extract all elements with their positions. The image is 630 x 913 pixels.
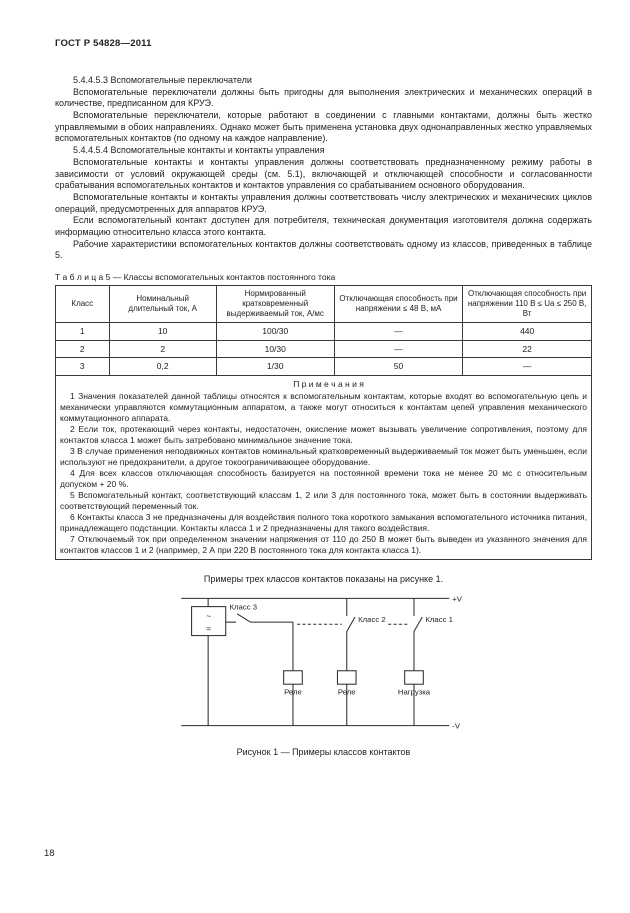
figure-caption: Рисунок 1 — Примеры классов контактов [236,746,411,757]
table-row [56,358,592,376]
class1-label: Класс 1 [424,615,453,625]
ac-symbol: ~ [205,611,211,621]
table-row [56,340,592,358]
doc-code-header: ГОСТ Р 54828—2011 [55,38,152,49]
table-header-cell: Отключающая способность при напряжении 110 В ≤ Uа ≤ 250 В, Вт [463,286,592,323]
table-cell: 10/30 [216,340,334,358]
note: 1 Значения показателей данной таблицы относятся к вспомогательным контактам, которые входят во вспомогательную цепь и механически управляются коммутационным аппаратом, а также могут относиться к контактам цепей управления механического коммутационного аппарата. [60,390,587,423]
note: 3 В случае применения неподвижных контактов номинальный кратковременный выдерживаемый ток может быть уменьшен, если используют не предохранители, а другое токоограничивающее оборудование. [60,445,587,467]
body-paragraph: Вспомогательные переключатели должны быть пригодны для выполнения электрических и механических операций в количестве, предписанном для КРУЭ. [55,86,592,109]
note: 5 Вспомогательный контакт, соответствующий классам 1, 2 или 3 для постоянного тока, может быть в состоянии выдерживать соответствующий переменный ток. [60,489,587,511]
table-row [56,323,592,341]
class3-label: Класс 3 [229,602,257,612]
table-header-cell: Класс [56,286,110,323]
table-cell: — [334,323,463,341]
table-notes [56,375,592,559]
table-header-row [56,286,592,323]
table-cell: 2 [56,340,110,358]
table-cell: — [334,340,463,358]
class2-label: Класс 2 [357,615,386,625]
load-label: Нагрузка [397,687,430,697]
note: 6 Контакты класса 3 не предназначены для воздействия полного тока короткого замыкания вспомогательного источника питания, принадлежащего подстанции. Контакты класса 1 и 2 предназначены для такого воздействия. [60,512,587,534]
page-number: 18 [44,848,55,859]
table-title: Т а б л и ц а 5 — Классы вспомогательных контактов постоянного тока [55,272,336,282]
table-cell: 0,2 [109,358,216,376]
table-header-cell: Отключающая способность при напряжении ≤ 48 В, мА [334,286,463,323]
table-cell: 2 [109,340,216,358]
relay2-box [337,671,356,684]
body-paragraph: Рабочие характеристики вспомогательных контактов должны соответствовать одному из классов, приведенных в таблице 5. [55,238,592,261]
dc-symbol: = [205,624,211,634]
figure-1 [55,590,592,741]
table-cell: 10 [109,323,216,341]
notes-title: П р и м е ч а н и я [293,378,364,389]
class3-contact [237,614,250,622]
table-cell: 50 [334,358,463,376]
table-cell: 1/30 [216,358,334,376]
table-cell: 1 [56,323,110,341]
body-paragraph: Вспомогательные переключатели, которые работают в соединении с главными контактами, должны быть жестко управляемыми в обоих направлениях. Однако может быть применена установка двух однонаправленных жестко управляемых вспомогательных контактов (по одному на каждое направление). [55,110,592,144]
table-cell: — [463,358,592,376]
table-cell: 100/30 [216,323,334,341]
table-notes-row [56,375,592,559]
relay1-label: Реле [283,687,302,697]
class2-contact [346,617,354,631]
table-header-cell: Номинальный длительный ток, А [109,286,216,323]
figure-intro: Примеры трех классов контактов показаны на рисунке 1. [203,574,444,585]
section-heading: 5.4.4.5.3 Вспомогательные переключатели [73,75,252,85]
table-5 [55,285,592,560]
section-heading: 5.4.4.5.4 Вспомогательные контакты и контакты управления [73,145,325,156]
table-cell: 440 [463,323,592,341]
note: 7 Отключаемый ток при определенном значении напряжения от 110 до 250 В может быть выведен из указанного значения для контактов классов 1 и 2 (например, 2 А при 220 В постоянного тока для контакта класса 1). [60,534,587,556]
table-cell: 22 [463,340,592,358]
plus-v-label: +V [451,594,462,604]
document-body [55,75,592,757]
load-box [404,671,423,684]
relay1-box [283,671,302,684]
body-paragraph: Вспомогательные контакты и контакты управления должны соответствовать числу электрических и механических циклов операций, предусмотренных для аппаратов КРУЭ. [55,191,592,214]
body-paragraph: Если вспомогательный контакт доступен для потребителя, техническая документация изготовителя должна содержать информацию относительно класса этого контакта. [55,215,592,237]
table-header-cell: Нормированный кратковременный выдерживаемый ток, А/мс [216,286,334,323]
body-paragraph: Вспомогательные контакты и контакты управления должны соответствовать предназначенному режиму работы в зависимости от условий окружающей среды (см. 5.1), включающей и отключающей способности и согласованности срабатывания вспомогательных контактов и контактов управления со срабатыванием основного оборудования. [55,156,592,191]
note: 2 Если ток, протекающий через контакты, недостаточен, окисление может вызывать увеличение сопротивления, поэтому для контактов класса 1 может быть затребовано минимальное значение тока. [60,423,587,445]
figure-1-diagram [174,590,474,736]
relay2-label: Реле [337,687,356,697]
class1-contact [414,617,422,631]
table-cell: 3 [56,358,110,376]
note: 4 Для всех классов отключающая способность базируется на постоянной времени тока не менее 20 мс с относительным допуском + 20 %. [60,467,587,489]
minus-v-label: -V [451,721,460,731]
